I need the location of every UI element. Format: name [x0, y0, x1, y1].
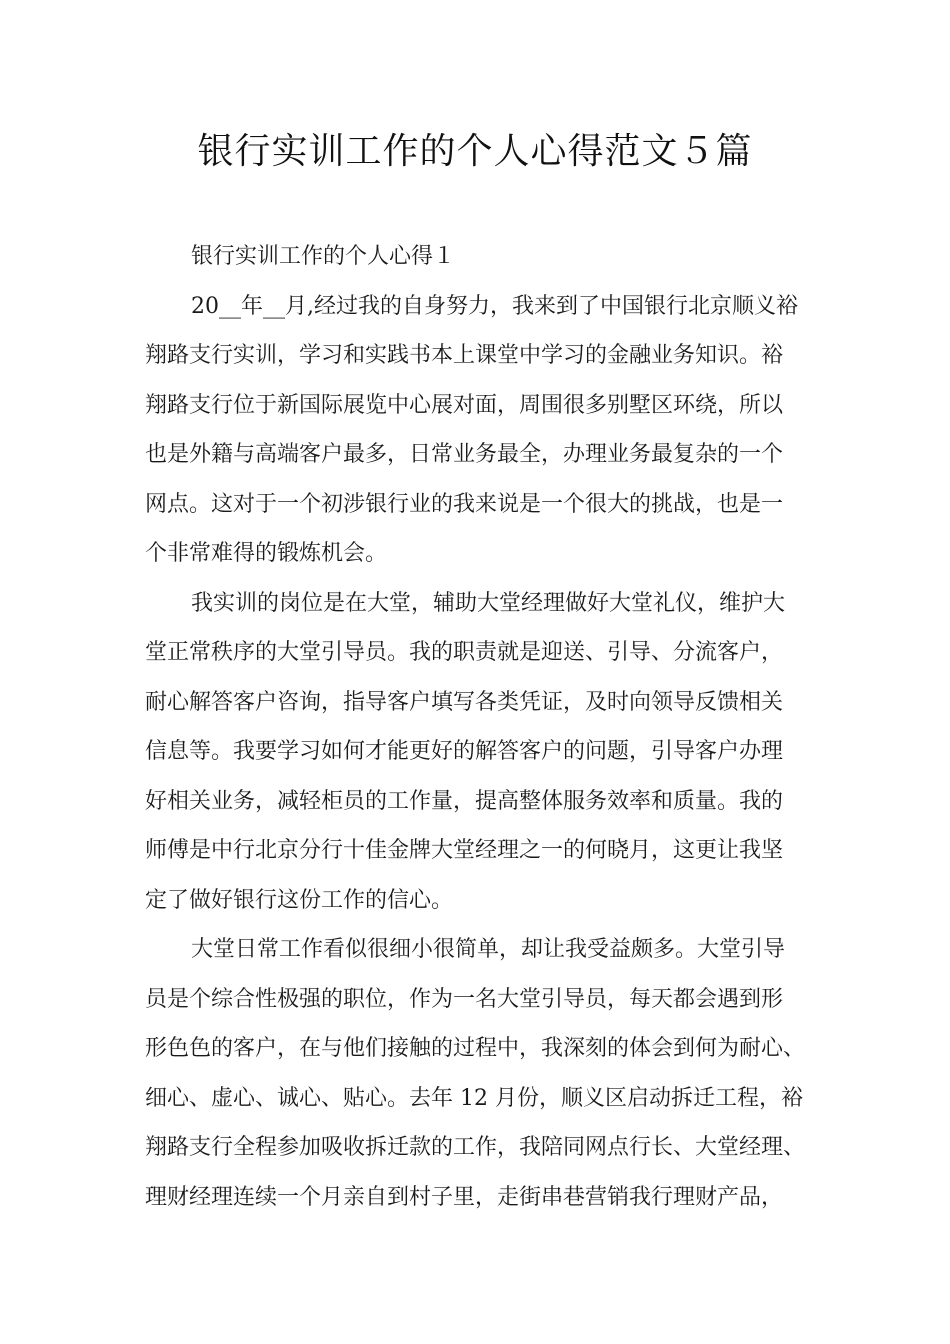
text-line: 信息等。我要学习如何才能更好的解答客户的问题，引导客户办理: [145, 739, 784, 764]
text-line: 大堂日常工作看似很细小很简单，却让我受益颇多。大堂引导: [191, 937, 786, 962]
text-line: 也是外籍与高端客户最多，日常业务最全，办理业务最复杂的一个: [145, 442, 784, 467]
text-line: 细心、虚心、诚心、贴心。去年 12 月份，顺义区启动拆迁工程，裕: [145, 1085, 803, 1111]
text-line: 好相关业务，减轻柜员的工作量，提高整体服务效率和质量。我的: [145, 788, 784, 814]
section-subheading: 银行实训工作的个人心得１: [191, 244, 456, 269]
text-line: 20__年__月,经过我的自身努力，我来到了中国银行北京顺义裕: [191, 293, 798, 319]
text-line: 翔路支行位于新国际展览中心展对面，周围很多别墅区环绕，所以: [145, 392, 784, 418]
text-line: 耐心解答客户咨询，指导客户填写各类凭证，及时向领导反馈相关: [145, 689, 784, 715]
text-line: 师傅是中行北京分行十佳金牌大堂经理之一的何晓月，这更让我坚: [145, 838, 784, 863]
paragraph-3: [145, 925, 810, 1222]
text-line: 定了做好银行这份工作的信心。: [145, 887, 454, 913]
paragraph-1: [145, 282, 810, 579]
text-line: 个非常难得的锻炼机会。: [145, 541, 388, 566]
text-line: 员是个综合性极强的职位，作为一名大堂引导员，每天都会遇到形: [145, 986, 784, 1012]
text-line: 翔路支行全程参加吸收拆迁款的工作，我陪同网点行长、大堂经理、: [145, 1135, 806, 1160]
text-line: 堂正常秩序的大堂引导员。我的职责就是迎送、引导、分流客户，: [145, 640, 784, 665]
text-line: 我实训的岗位是在大堂，辅助大堂经理做好大堂礼仪，维护大: [191, 590, 786, 616]
text-line: 翔路支行实训，学习和实践书本上课堂中学习的金融业务知识。裕: [145, 343, 784, 368]
text-line: 形色色的客户，在与他们接触的过程中，我深刻的体会到何为耐心、: [145, 1036, 806, 1061]
paragraph-2: [145, 579, 810, 926]
document-body: [145, 232, 810, 1222]
text-line: 理财经理连续一个月亲自到村子里，走街串巷营销我行理财产品，: [145, 1184, 784, 1210]
document-title: 银行实训工作的个人心得范文５篇: [197, 131, 753, 172]
text-line: 网点。这对于一个初涉银行业的我来说是一个很大的挑战，也是一: [145, 491, 784, 517]
